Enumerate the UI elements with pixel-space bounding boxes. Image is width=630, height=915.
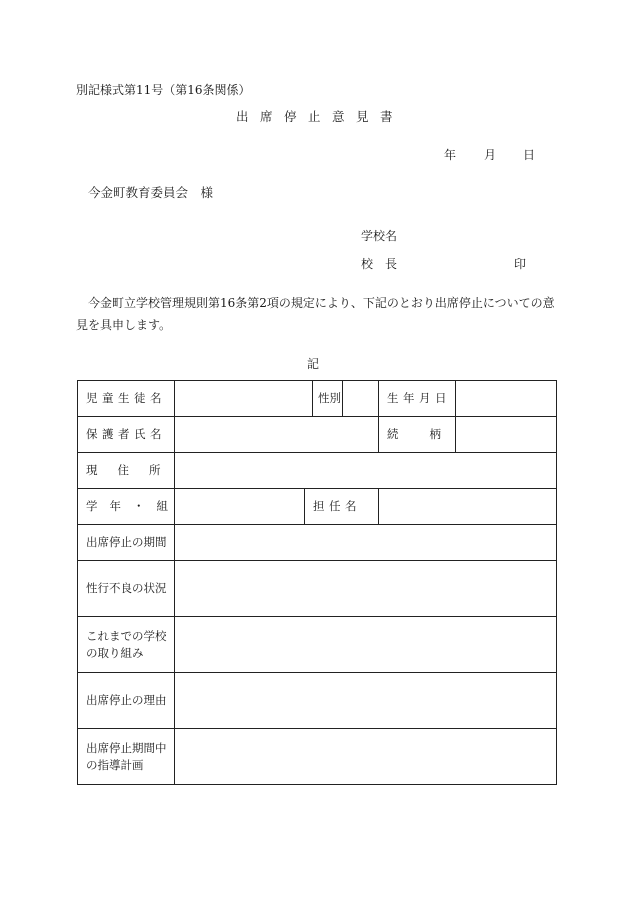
guardian-name-label: 保護者氏名 xyxy=(78,417,175,453)
address-label: 現住所 xyxy=(78,453,175,489)
suspension-form-table xyxy=(77,380,557,785)
student-name-label: 児童生徒名 xyxy=(78,381,175,417)
ki-heading: 記 xyxy=(307,357,320,371)
birth-date-field[interactable] xyxy=(456,381,557,417)
date-line xyxy=(444,149,535,161)
suspension-reason-label: 出席停止の理由 xyxy=(78,673,175,729)
guidance-plan-label: 出席停止期間中 の指導計画 xyxy=(78,729,175,785)
form-reference: 別記様式第11号（第16条関係） xyxy=(76,83,251,97)
suspension-reason-field[interactable] xyxy=(175,673,557,729)
date-year-label: 年 xyxy=(444,148,457,162)
student-name-field[interactable] xyxy=(175,381,313,417)
table-row xyxy=(78,453,557,489)
table-row xyxy=(78,673,557,729)
birth-date-label: 生年月日 xyxy=(379,381,456,417)
school-efforts-field[interactable] xyxy=(175,617,557,673)
guardian-name-field[interactable] xyxy=(175,417,379,453)
school-efforts-label: これまでの学校 の取り組み xyxy=(78,617,175,673)
grade-class-field[interactable] xyxy=(175,489,305,525)
date-day-label: 日 xyxy=(523,148,536,162)
suspension-period-label: 出席停止の期間 xyxy=(78,525,175,561)
guidance-plan-field[interactable] xyxy=(175,729,557,785)
table-row xyxy=(78,417,557,453)
homeroom-teacher-label: 担任名 xyxy=(305,489,379,525)
table-row xyxy=(78,381,557,417)
school-name-label: 学校名 xyxy=(361,229,398,243)
grade-class-label: 学年・組 xyxy=(78,489,175,525)
relationship-label: 続柄 xyxy=(379,417,456,453)
gender-label: 性別 xyxy=(313,381,343,417)
seal-mark: 印 xyxy=(514,257,527,271)
body-text: 今金町立学校管理規則第16条第2項の規定により、下記のとおり出席停止についての意見を具申します。 xyxy=(76,296,555,332)
addressee: 今金町教育委員会 様 xyxy=(88,185,214,200)
table-row xyxy=(78,617,557,673)
document-title: 出席停止意見書 xyxy=(236,109,405,124)
table-row xyxy=(78,729,557,785)
table-row xyxy=(78,489,557,525)
suspension-period-field[interactable] xyxy=(175,525,557,561)
principal-label: 校 長 xyxy=(361,257,398,271)
date-month-label: 月 xyxy=(484,148,497,162)
homeroom-teacher-field[interactable] xyxy=(379,489,557,525)
table-row xyxy=(78,561,557,617)
misconduct-status-label: 性行不良の状況 xyxy=(78,561,175,617)
misconduct-status-field[interactable] xyxy=(175,561,557,617)
address-field[interactable] xyxy=(175,453,557,489)
gender-field[interactable] xyxy=(343,381,379,417)
table-row xyxy=(78,525,557,561)
